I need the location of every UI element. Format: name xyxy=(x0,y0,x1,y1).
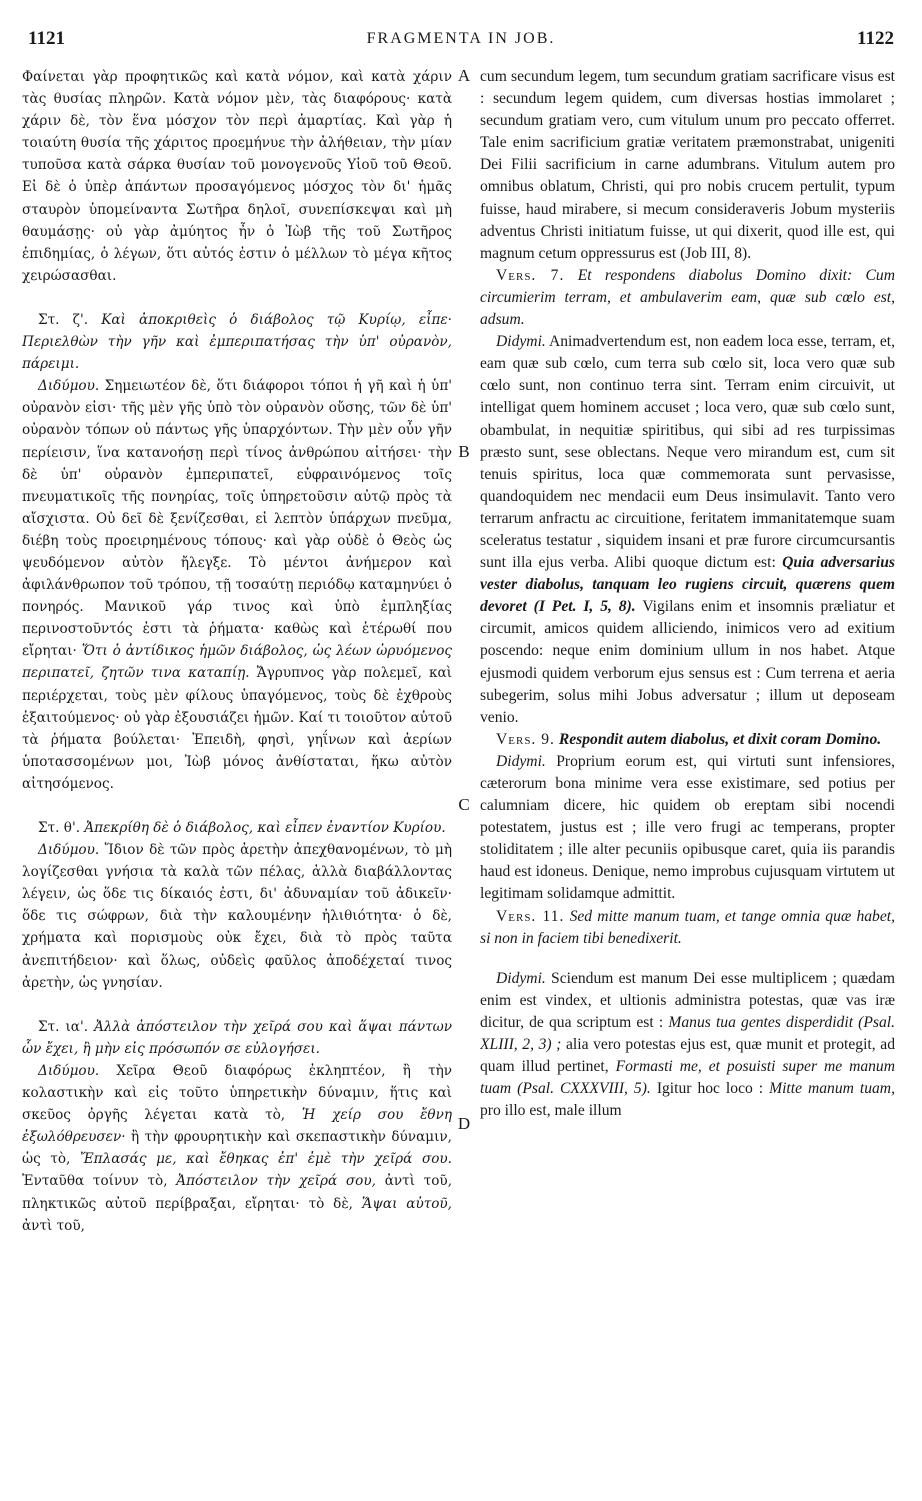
verse-label: Στ. ια'. xyxy=(38,1018,89,1035)
page-header xyxy=(28,28,894,52)
greek-verse-11 xyxy=(22,1016,452,1060)
greek-paragraph-intro: Φαίνεται γὰρ προφητικῶς καὶ κατὰ νόμον, καὶ κατὰ χάριν τὰς θυσίας πληρῶν. Κατὰ νόμον μὲν, τὰς διαφόρους· κατὰ χάριν δὲ, τὸν ἕνα μόσχον τὸν περὶ ἁμαρτίας. Καὶ γὰρ ἡ τοιαύτη θυσία τῆς χάριτος προεμήνυε τὴν ἀλήθειαν, τὴν μίαν τυποῦσα κατὰ σάρκα θυσίαν τοῦ μονογενοῦς Υἱοῦ τοῦ Θεοῦ. Εἰ δὲ ὁ ὑπὲρ ἁπάντων προσαγόμενος μόσχος τὸν δι' ἡμᾶς σταυρὸν ὑπομείναντα Σωτῆρα δηλοῖ, συνεπίσκεψαι καὶ μὴ θαυμάσῃς· οὐ γὰρ ἀμύητος ἦν ὁ Ἰὼβ τῆς τοῦ Σωτῆρος ἐπιδημίας, ὁ λέγων, ὅτι αὐτός ἐστιν ὁ μέλλων τὸ μέγα κῆτος χειρώσασθαι. xyxy=(22,69,452,284)
verse-label: Vers. 9. xyxy=(496,730,555,748)
latin-commentary-9: Didymi. Proprium eorum est, qui virtuti sunt infensiores, cæterorum bona minime vera esse existimare, sed potius per calumniam dicere, hic quidem ob ereptam sibi nocendi potestatem, justus est ; ille vero frugi ac temperans, propter stoliditatem ; ille alter pecuniis opibusque caret, quia iis parandis haud est idoneus. Denique, nemo improbus cujusquam virtutem ut legitimam solidamque admittit. xyxy=(480,752,895,903)
latin-verse-7 xyxy=(480,265,895,331)
verse-text: Sed mitte manum tuam, et tange omnia quæ habet, si non in faciem tibi benedixerit. xyxy=(480,907,895,947)
greek-commentary-7: Διδύμου. Σημειωτέον δὲ, ὅτι διάφοροι τόποι ἡ γῆ καὶ ἡ ὑπ' οὐρανὸν εἰσι· τῆς μὲν γῆς ὑπὸ τὸν οὐρανὸν οὔσης, τῶν δὲ ὑπ' οὐρανὸν τόπων οὐ πάντως γῆς ὑπαρχόντων. Τὴν μὲν οὖν γῆν περίεισιν, ἵνα κατανοήσῃ περὶ τίνος ἀνθρώπου αἰτήσει· τὴν δὲ ὑπ' οὐρανὸν ἐμπεριπατεῖ, εὐφραινόμενος τοῖς πνευματικοῖς τῆς πονηρίας, τοῖς ὑπηρετοῦσιν αὐτῷ πρὸς τὰ αἴσχιστα. Οὐ δεῖ δὲ ξενίζεσθαι, εἰ λεπτὸν ὑπάρχων πνεῦμα, διέβη τοὺς προειρημένους τόπους· καὶ γὰρ οὐδὲ ὁ Θεὸς ὡς ψευδόμενον αὐτὸν ἤλεγξε. Τὸ μέντοι ἀνήμερον καὶ ἀφιλάνθρωπον τοῦ τρόπου, τῇ τοσαύτῃ περιόδῳ καταμηνύει ὁ πονηρός. Μανικοῦ γάρ τινος καὶ ὑπὸ ἐμπληξίας περινοστοῦντός ἐστι τὰ ῥήματα· καθὼς καὶ ἑτέρωθί που εἴρηται· Ὅτι ὁ ἀντίδικος ἡμῶν διάβολος, ὡς λέων ὠρυόμενος περιπατεῖ, ζητῶν τινα καταπίῃ. Ἄγρυπνος γὰρ πολεμεῖ, καὶ περιέρχεται, τοὺς μὲν φίλους ὑπαγόμενος, τοὺς δὲ ἐχθροὺς ἐξαιτούμενος· οὐ γὰρ ἐξουσιάζει ἡμῶν. Καί τι τοιοῦτον αὐτοῦ τὰ ῥήματα βούλεται· Ἐπειδὴ, φησὶ, γηΐνων καὶ ἀερίων ὑποτασσομένων μοι, Ἰὼβ μόνος ἀνθίσταται, ἥκω αὐτὸν αἰτησόμενος. xyxy=(22,378,452,792)
latin-paragraph-intro: cum secundum legem, tum secundum gratiam sacrificare visus est : secundum legem quidem, cum diversas hostias immolaret ; secundum gratiam vero, cum vitulum unum pro peccato offerret. Tale enim sacrificium gratiæ veritatem præmonstrabat, unigeniti Dei Filii sacrificium in carne adumbrans. Vitulum autem pro omnibus oblatum, Christi, qui pro nobis crucem pertulit, typum fuisse, haud mirabere, si mecum consideraveris Jobum mysteriis adventus Christi initiatum fuisse, ut qui dixerit, quod ille est, qui magnum cetum oppressurus est (Job III, 8). xyxy=(480,68,895,262)
author-label: Διδύμου. xyxy=(38,842,100,859)
section-marker-c: C xyxy=(458,795,470,814)
latin-commentary-11: Didymi. Sciendum est manum Dei esse multiplicem ; quædam enim est vindex, et ultionis administra potestas, quæ vas iræ dicitur, de qua scriptum est : Manus tua gentes disperdidit (Psal. XLIII, 2, 3) ; alia vero potestas ejus est, quæ munit et protegit, ad quam illud pertinet, Formasti me, et posuisti super me manum tuam (Psal. CXXXVIII, 5). Igitur hoc loco : Mitte manum tuam, pro illo est, male illum xyxy=(480,969,895,1120)
greek-commentary-11: Διδύμου. Χεῖρα Θεοῦ διαφόρως ἐκληπτέον, ἢ τὴν κολαστικὴν καὶ εἰς τοῦτο ὑπηρετικὴν δύναμιν, ἥτις καὶ σκεῦος ὀργῆς λέγεται κατὰ τὸ, Ἡ χείρ σου ἔθνη ἐξωλόθρευσεν· ἢ τὴν φρουρητικὴν καὶ σκεπαστικὴν δύναμιν, ὡς τὸ, Ἔπλασάς με, καὶ ἔθηκας ἐπ' ἐμὲ τὴν χεῖρά σου. Ἐνταῦθα τοίνυν τὸ, Ἀπόστειλον τὴν χεῖρά σου, ἀντὶ τοῦ, πληκτικῶς αὐτοῦ περίβραξαι, εἴρηται· τὸ δὲ, Ἅψαι αὐτοῦ, ἀντὶ τοῦ, xyxy=(22,1062,452,1234)
verse-text: Ἀπεκρίθη δὲ ὁ διάβολος, καὶ εἶπεν ἐναντίον Κυρίου. xyxy=(84,820,446,836)
author-label: Didymi. xyxy=(496,333,546,351)
author-label: Διδύμου. xyxy=(38,378,100,395)
greek-verse-9 xyxy=(22,817,452,839)
verse-label: Στ. ζ'. xyxy=(38,311,89,328)
section-marker-d: D xyxy=(457,1114,471,1133)
latin-column xyxy=(480,66,895,1481)
author-label: Διδύμου. xyxy=(38,1062,100,1079)
latin-verse-9 xyxy=(480,729,895,751)
latin-verse-11 xyxy=(480,906,895,950)
greek-commentary-9: Διδύμου. Ἴδιον δὲ τῶν πρὸς ἀρετὴν ἀπεχθανομένων, τὸ μὴ λογίζεσθαι γνήσια τὰ καλὰ τῶν πέλας, ἀλλὰ διαβάλλοντας λέγειν, ὡς ὅδε τις δίκαιός ἐστι, δι' ἀδυναμίαν τοῦ ἀδικεῖν· ὅδε τις σώφρων, διὰ τὴν καλουμένην ἠλιθιότητα· ὁ δὲ, χρήματα καὶ πορισμοὺς οὐκ ἔχει, διὰ τὸ πρὸς ταῦτα ἀνεπιτήδειον· καὶ ὅλως, οὐδεὶς φαῦλος ἀποδέχεταί τινος ἀρετὴν, ὡς γνησίαν. xyxy=(22,842,452,991)
scripture-quote: Ὅτι ὁ ἀντίδικος ἡμῶν διάβολος, ὡς λέων ὠρυόμενος περιπατεῖ, ζητῶν τινα καταπίῃ. xyxy=(22,643,452,682)
greek-verse-7 xyxy=(22,309,452,375)
page-number-right: 1122 xyxy=(857,28,894,49)
verse-label: Vers. 7. xyxy=(496,266,565,284)
section-marker-a: A xyxy=(457,66,471,85)
verse-label: Vers. 11. xyxy=(496,907,565,925)
latin-commentary-7: Didymi. Animadvertendum est, non eadem loca esse, terram, et, eam quæ sub cœlo, cum terra sub cœlo sit, loca vero quæ sub cœlo sunt, non continuo terra sint. Terram enim circuivit, ut intelligat quem hominem accuset ; loca vero, quæ sub cœlo sunt, obambulat, in nequitiæ spiritibus, qui sibi ad res turpissimas præsto sunt, sese oblectans. Neque vero mirandum est, cum sit tenuis spiritus, loca quæ commemorata sunt pervasisse, quandoquidem nec mendacii eum Deus insimulavit. Tanto vero terrarum anfractu ac circuitione, feritatem immanitatemque suam sceleratus testatur , siquidem insani et præ furore circumcursantis sunt illa ejus verba. Alibi quoque dictum est: Quia adversarius vester diabolus, tanquam leo rugiens circuit, quærens quem devoret (I Pet. I, 5, 8). Vigilans enim et insomnis præliatur et circumit, amicos quidem alliciendo, inimicos vero ad exitium poscendo: neque enim dominium ullum in nos habet. Atque ejusmodi quidem verborum ejus sensus est : Cum terrena et aeria subegerim, solus mihi Jobus adversatur ; illum ut deposeam venio. xyxy=(480,333,895,726)
author-label: Didymi. xyxy=(496,752,546,770)
verse-text: Et respondens diabolus Domino dixit: Cum circumierim terram, et ambulaverim eam, quæ sub cœlo est, adsum. xyxy=(480,266,895,329)
section-marker-b: B xyxy=(458,442,470,461)
scripture-quote: Quia adversarius vester diabolus, tanquam leo rugiens circuit, quærens quem devoret (I Pet. I, 5, 8). xyxy=(480,554,895,616)
verse-label: Στ. θ'. xyxy=(38,820,81,836)
page-number-left: 1121 xyxy=(28,28,65,49)
running-title: FRAGMENTA IN JOB. xyxy=(366,30,556,47)
verse-text: Καὶ ἀποκριθεὶς ὁ διάβολος τῷ Κυρίῳ, εἶπε· Περιελθὼν τὴν γῆν καὶ ἐμπεριπατήσας τὴν ὑπ' οὐρανὸν, πάρειμι. xyxy=(22,311,452,373)
greek-column xyxy=(22,66,452,1481)
verse-text: Ἀλλὰ ἀπόστειλον τὴν χεῖρά σου καὶ ἅψαι πάντων ὧν ἔχει, ἢ μὴν εἰς πρόσωπόν σε εὐλογήσει. xyxy=(22,1018,452,1057)
author-label: Didymi. xyxy=(496,969,546,987)
verse-text: Respondit autem diabolus, et dixit coram Domino. xyxy=(558,730,882,748)
